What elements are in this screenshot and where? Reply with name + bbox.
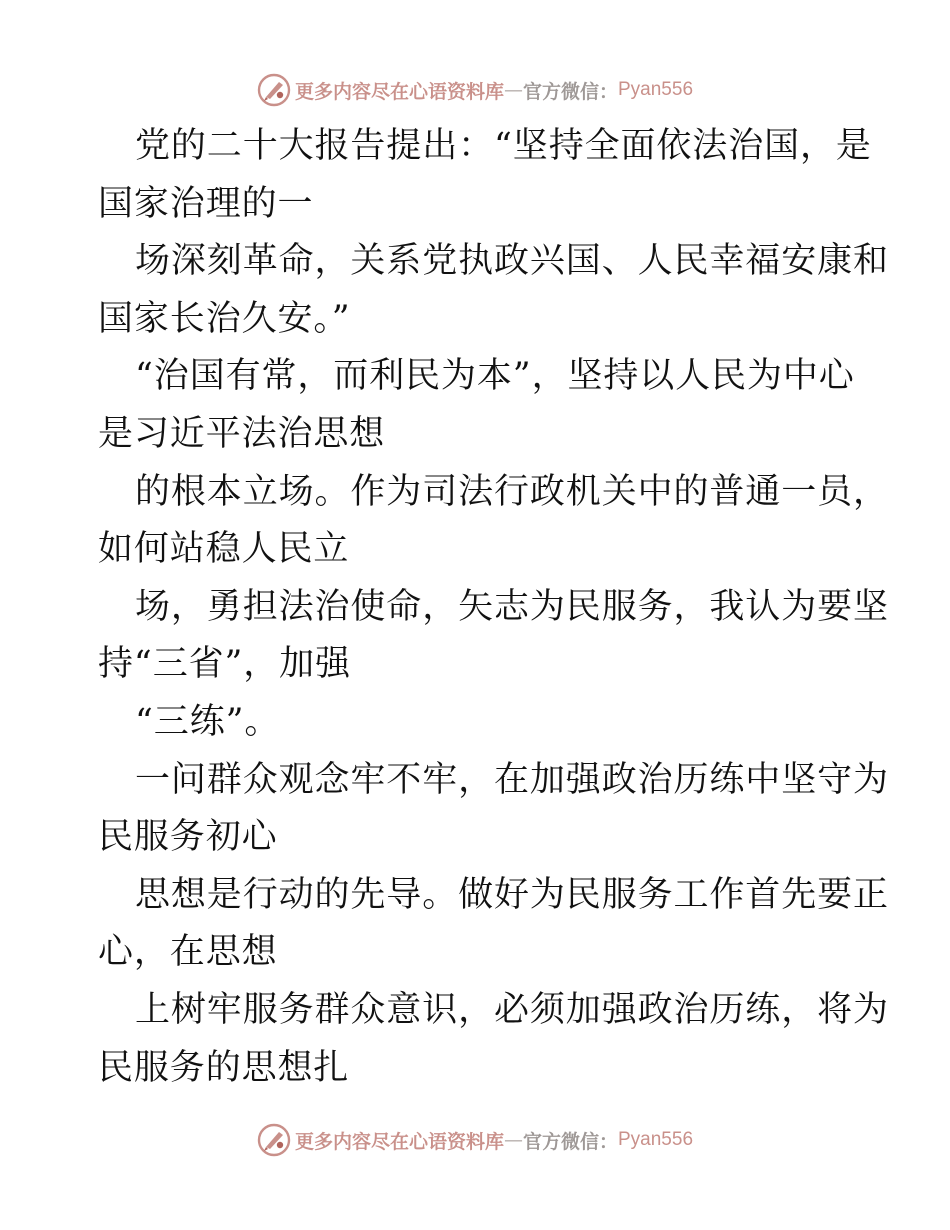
text-line: 场深刻革命，关系党执政兴国、人民幸福安康和 (135, 241, 889, 282)
text-line: 思想是行动的先导。做好为民服务工作首先要正 (135, 874, 889, 915)
quill-seal-icon (257, 73, 291, 107)
text-line: “治国有常，而利民为本”，坚持以人民为中心 (135, 356, 855, 397)
text-line: “三练”。 (135, 701, 281, 742)
text-line: 如何站稳人民立 (98, 529, 350, 570)
text-line: 场，勇担法治使命，矢志为民服务，我认为要坚 (135, 586, 889, 627)
text-line: 上树牢服务群众意识，必须加强政治历练，将为 (135, 989, 889, 1030)
text-line: 心，在思想 (98, 932, 278, 973)
watermark-dash: — (503, 1129, 523, 1151)
watermark-wechat-id: Pyan556 (618, 1129, 694, 1150)
text-line: 是习近平法治思想 (98, 413, 386, 454)
text-line: 的根本立场。作为司法行政机关中的普通一员， (135, 471, 889, 512)
watermark-wechat-label: 官方微信： (522, 80, 618, 103)
watermark-wechat-label: 官方微信： (522, 1130, 618, 1153)
text-line: 党的二十大报告提出：“坚持全面依法治国，是 (135, 126, 872, 166)
text-line: 国家长治久安。” (98, 298, 351, 339)
watermark-brand: 更多内容尽在心语资料库 (294, 1130, 504, 1153)
text-line: 民服务初心 (98, 817, 278, 858)
quill-seal-icon (257, 1123, 291, 1157)
text-line: 国家治理的一 (98, 183, 314, 224)
text-line: 民服务的思想扎 (98, 1047, 350, 1088)
footer-watermark (0, 1122, 950, 1158)
header-watermark (0, 72, 950, 108)
text-line: 持“三省”，加强 (98, 644, 351, 685)
text-line: 一问群众观念牢不牢，在加强政治历练中坚守为 (135, 759, 889, 800)
watermark-brand: 更多内容尽在心语资料库 (294, 80, 504, 103)
document-body (98, 118, 889, 1097)
watermark-wechat-id: Pyan556 (618, 79, 694, 100)
watermark-dash: — (503, 79, 523, 101)
